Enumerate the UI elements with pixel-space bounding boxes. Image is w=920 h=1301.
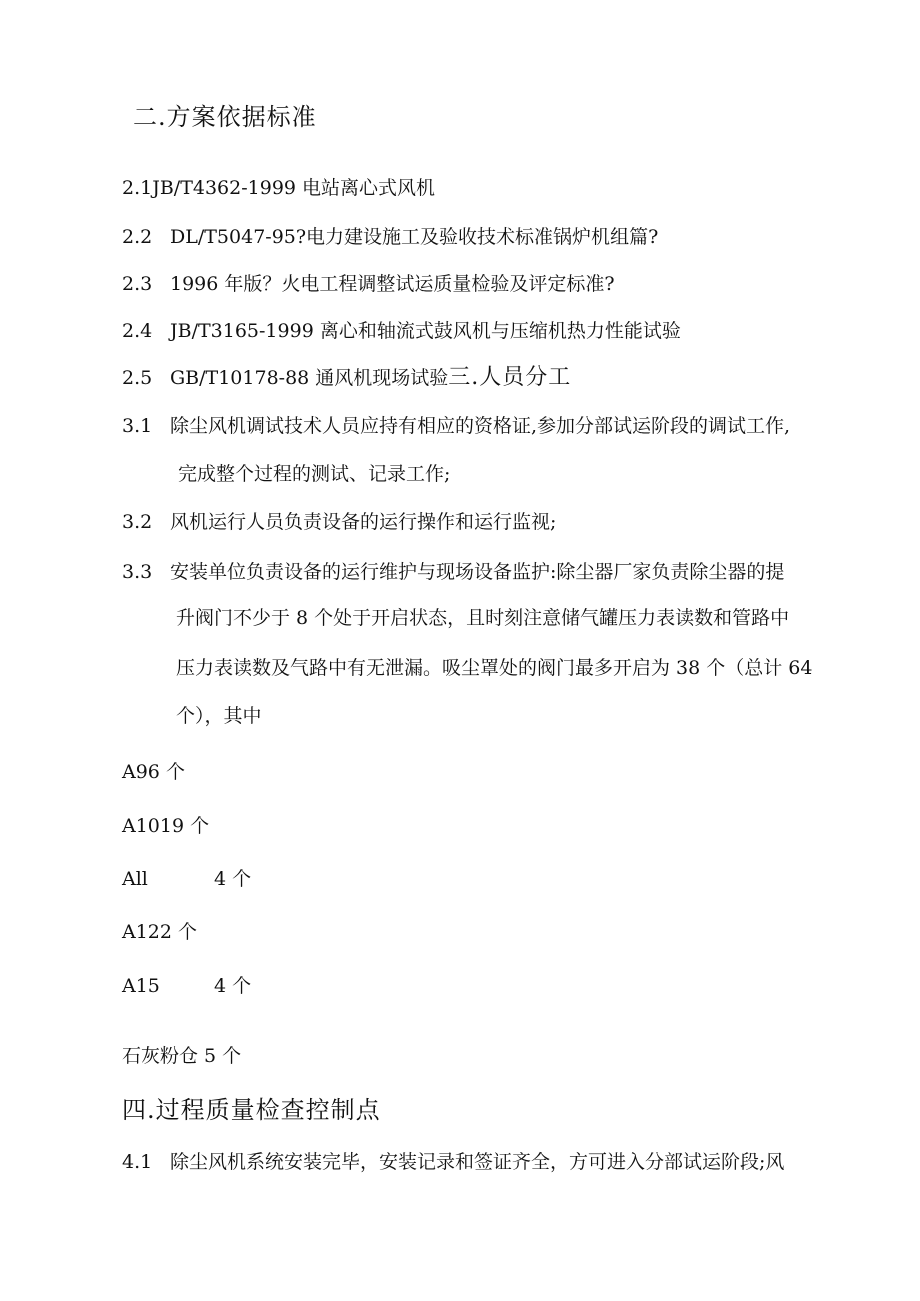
valve-count-line bbox=[122, 1044, 241, 1068]
item-2-5 bbox=[122, 366, 571, 390]
item-text: GB/T10178-88 通风机现场试验 bbox=[170, 367, 449, 389]
item-2-4 bbox=[122, 319, 681, 343]
valve-count-line bbox=[122, 920, 197, 944]
valve-label: 石灰粉仓 5 个 bbox=[122, 1045, 242, 1067]
item-number: 3.3 bbox=[122, 561, 153, 583]
valve-label: A1019 个 bbox=[122, 815, 210, 837]
item-3-1-continuation: 完成整个过程的测试、记录工作; bbox=[178, 463, 451, 485]
item-3-2 bbox=[122, 510, 556, 534]
valve-label: All bbox=[122, 868, 148, 890]
item-text: 1996 年版？火电工程调整试运质量检验及评定标准? bbox=[170, 273, 615, 295]
item-number: 2.1 bbox=[122, 177, 153, 199]
item-4-1 bbox=[122, 1150, 784, 1174]
item-number: 4.1 bbox=[122, 1151, 153, 1173]
valve-count-line bbox=[122, 867, 251, 891]
item-number: 3.2 bbox=[122, 511, 153, 533]
item-number: 3.1 bbox=[122, 415, 153, 437]
item-2-1 bbox=[122, 176, 435, 200]
item-number: 2.5 bbox=[122, 367, 153, 389]
valve-label: A122 个 bbox=[122, 921, 198, 943]
valve-count-line bbox=[122, 814, 209, 838]
valve-label: A15 bbox=[122, 975, 160, 997]
item-text-line-1: 除尘风机调试技术人员应持有相应的资格证,参加分部试运阶段的调试工作, bbox=[170, 415, 791, 437]
valve-count: 4 个 bbox=[214, 868, 252, 890]
item-3-3-continuation-3: 个），其中 bbox=[176, 705, 262, 727]
item-text: DL/T5047-95?电力建设施工及验收技术标准锅炉机组篇? bbox=[170, 226, 659, 248]
valve-count-line bbox=[122, 760, 185, 784]
item-number: 2.2 bbox=[122, 226, 153, 248]
section-2-heading: 二.方案依据标准 bbox=[133, 103, 317, 131]
valve-count: 4 个 bbox=[214, 975, 252, 997]
item-2-3 bbox=[122, 272, 615, 296]
item-text: 除尘风机系统安装完毕，安装记录和签证齐全，方可进入分部试运阶段;风 bbox=[170, 1151, 785, 1173]
item-text: 风机运行人员负责设备的运行操作和运行监视; bbox=[170, 511, 557, 533]
section-3-heading: 三.人员分工 bbox=[448, 365, 572, 390]
item-text: JB/T3165-1999 离心和轴流式鼓风机与压缩机热力性能试验 bbox=[170, 320, 681, 342]
item-3-3-continuation-2: 压力表读数及气路中有无泄漏。吸尘罩处的阀门最多开启为 38 个（总计 64 bbox=[176, 657, 813, 679]
section-4-heading: 四.过程质量检查控制点 bbox=[122, 1096, 381, 1124]
item-number: 2.3 bbox=[122, 273, 153, 295]
item-2-2 bbox=[122, 225, 658, 249]
valve-label: A96 个 bbox=[122, 761, 185, 783]
item-number: 2.4 bbox=[122, 320, 153, 342]
valve-count-line bbox=[122, 974, 251, 998]
item-text-line-1: 安装单位负责设备的运行维护与现场设备监护:除尘器厂家负责除尘器的提 bbox=[170, 561, 785, 583]
item-3-1 bbox=[122, 414, 790, 438]
item-3-3-continuation-1: 升阀门不少于 8 个处于开启状态，且时刻注意储气罐压力表读数和管路中 bbox=[176, 607, 790, 629]
item-text: JB/T4362-1999 电站离心式风机 bbox=[152, 177, 436, 199]
item-3-3 bbox=[122, 560, 784, 584]
